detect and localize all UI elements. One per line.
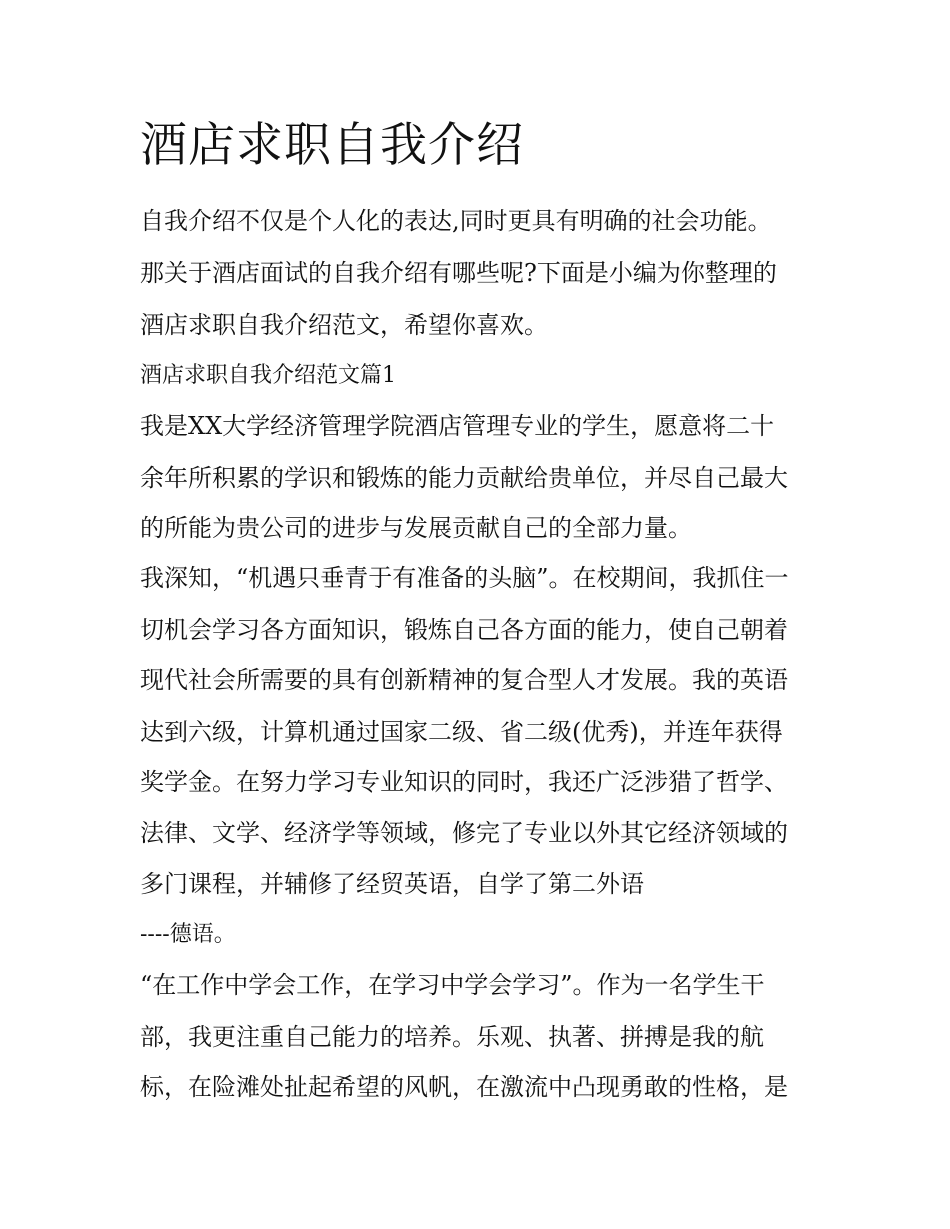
body-line: 标，在险滩处扯起希望的风帆，在激流中凸现勇敢的性格，是 — [140, 1073, 788, 1101]
body-line: 达到六级，计算机通过国家二级、省二级(优秀)，并连年获得 — [140, 718, 783, 746]
body-line: 奖学金。在努力学习专业知识的同时，我还广泛涉猎了哲学、 — [140, 768, 788, 796]
body-line: 切机会学习各方面知识，锻炼自己各方面的能力，使自己朝着 — [140, 616, 788, 644]
section-heading: 酒店求职自我介绍范文篇1 — [140, 363, 396, 388]
body-line: 我深知，“机遇只垂青于有准备的头脑”。在校期间，我抓住一 — [140, 564, 789, 592]
body-line: 现代社会所需要的具有创新精神的复合型人才发展。我的英语 — [140, 666, 788, 694]
body-line: 部，我更注重自己能力的培养。乐观、执著、拼搏是我的航 — [140, 1023, 764, 1051]
body-line: 自我介绍不仅是个人化的表达,同时更具有明确的社会功能。 — [140, 207, 772, 235]
body-line: 多门课程，并辅修了经贸英语，自学了第二外语 — [140, 870, 644, 898]
body-line: ----德语。 — [140, 922, 236, 947]
body-line: 酒店求职自我介绍范文，希望你喜欢。 — [140, 311, 548, 339]
body-line: 余年所积累的学识和锻炼的能力贡献给贵单位，并尽自己最大 — [140, 464, 788, 492]
body-line: 的所能为贵公司的进步与发展贡献自己的全部力量。 — [140, 514, 692, 542]
body-line: “在工作中学会工作，在学习中学会学习”。作为一名学生干 — [140, 971, 765, 999]
document-title: 酒店求职自我介绍 — [140, 118, 524, 173]
body-line: 那关于酒店面试的自我介绍有哪些呢?下面是小编为你整理的 — [140, 259, 777, 287]
body-line: 我是XX大学经济管理学院酒店管理专业的学生，愿意将二十 — [140, 412, 775, 440]
body-line: 法律、文学、经济学等领域，修完了专业以外其它经济领域的 — [140, 819, 788, 847]
